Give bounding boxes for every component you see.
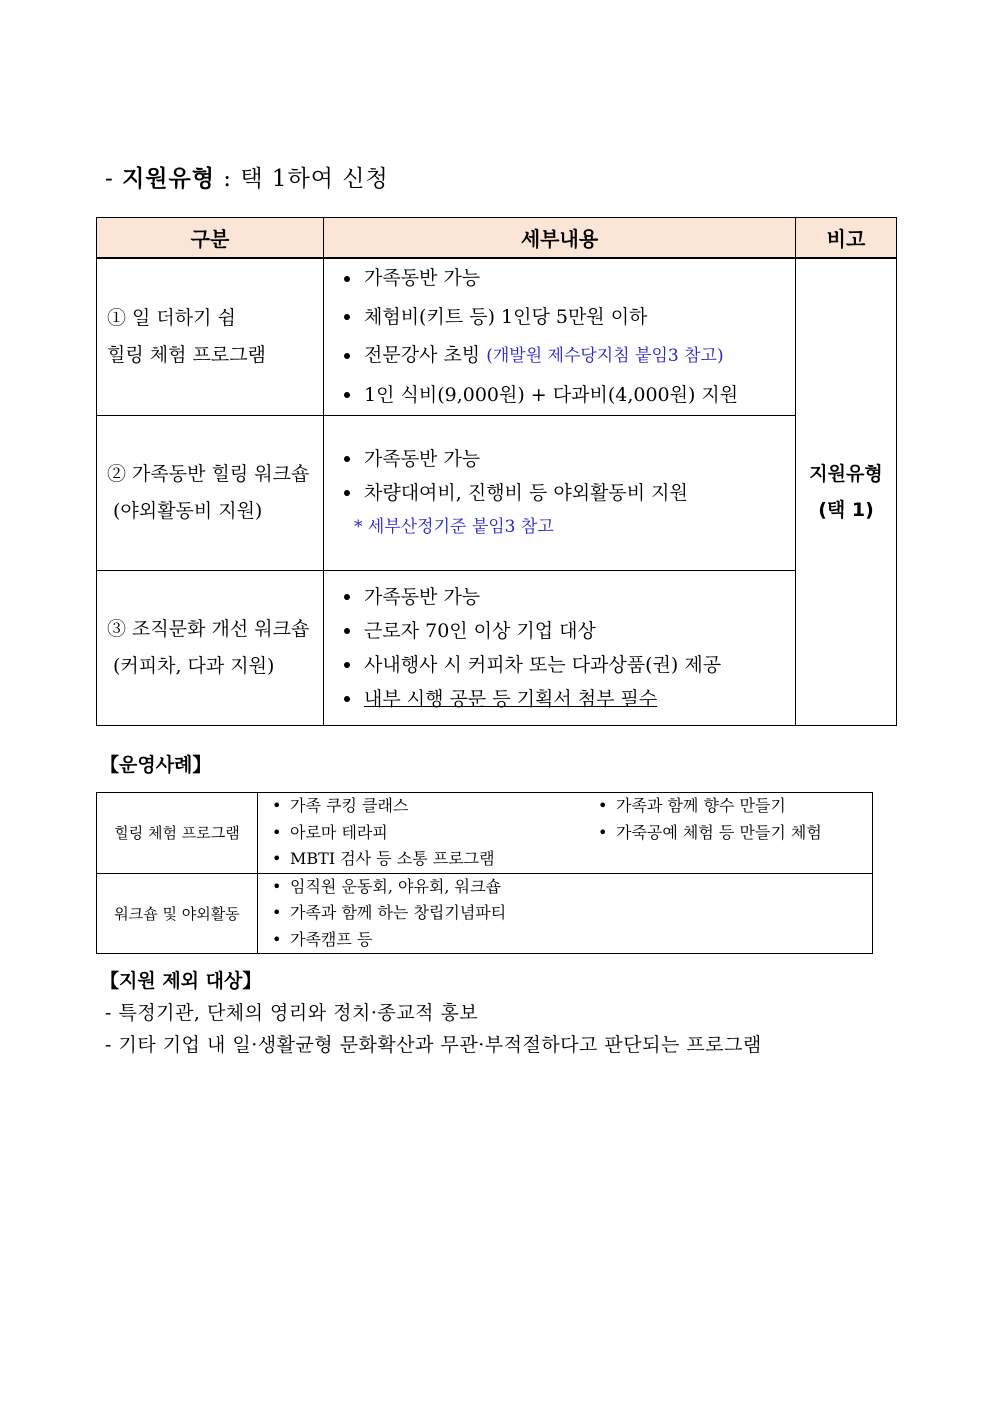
list-item: • 아로마 테라피 • 가죽공예 체험 등 만들기 체험: [272, 822, 822, 842]
row3-category-line1: ③ 조직문화 개선 워크숍: [107, 618, 310, 640]
row3-details: [324, 571, 796, 726]
case-label-healing: 힐링 체험 프로그램: [97, 793, 258, 874]
header-category: 구분: [97, 218, 324, 258]
case-list-workshop: [258, 873, 873, 954]
list-item: • MBTI 검사 등 소통 프로그램: [272, 849, 495, 868]
list-item: 근로자 70인 이상 기업 대상: [342, 614, 795, 648]
list-item: 가족동반 가능: [342, 442, 795, 476]
heading-dash: -: [105, 166, 123, 192]
list-item: 체험비(키트 등) 1인당 5만원 이하: [342, 298, 795, 337]
list-item: • 가족 쿠킹 클래스 • 가족과 함께 향수 만들기: [272, 796, 786, 815]
exclusion-item-2: - 기타 기업 내 일·생활균형 문화확산과 무관·부적절하다고 판단되는 프로그램: [105, 1034, 762, 1056]
support-type-table: [96, 217, 897, 726]
list-item: 가족동반 가능: [342, 580, 795, 614]
list-item: • 가족캠프 등: [272, 929, 373, 949]
list-item: • 가족과 함께 하는 창립기념파티: [272, 903, 507, 922]
list-item: 차량대여비, 진행비 등 야외활동비 지원: [342, 476, 795, 510]
list-item: 1인 식비(9,000원) + 다과비(4,000원) 지원: [342, 376, 795, 415]
list-item: 내부 시행 공문 등 기획서 첨부 필수: [342, 682, 795, 716]
case-label-workshop: 워크숍 및 야외활동: [97, 873, 258, 954]
list-item: 사내행사 시 커피차 또는 다과상품(권) 제공: [342, 648, 795, 682]
cases-title: 【운영사례】: [100, 754, 212, 776]
detail-note: (개발원 제수당지침 붙임3 참고): [486, 346, 724, 367]
remark-line1: 지원유형: [809, 462, 883, 485]
row3-category-line2: (커피차, 다과 지원): [113, 655, 275, 677]
remark-line2: (택 1): [818, 498, 874, 521]
row2-details: [324, 416, 796, 571]
row2-category-line2: (야외활동비 지원): [113, 500, 263, 522]
header-details: 세부내용: [324, 218, 796, 258]
section-heading: [105, 160, 389, 193]
exclusion-title: 【지원 제외 대상】: [100, 970, 262, 992]
row1-details: [324, 258, 796, 416]
remark-cell: [796, 258, 897, 726]
list-item: • 임직원 운동회, 야유회, 워크숍: [272, 876, 501, 896]
header-remark: 비고: [796, 218, 897, 258]
row2-category-line1: ② 가족동반 힐링 워크숍: [107, 463, 310, 485]
note-text: * 세부산정기준 붙임3 참고: [354, 517, 554, 537]
list-item: 가족동반 가능: [342, 259, 795, 298]
row1-category-line1: ① 일 더하기 쉼: [107, 306, 236, 329]
heading-title: 지원유형: [122, 166, 215, 192]
row1-category-line2: 힐링 체험 프로그램: [107, 343, 266, 366]
case-list-healing: [258, 793, 873, 874]
cases-table: [96, 792, 873, 954]
row3-category: [97, 571, 324, 726]
list-item: 전문강사 초빙 (개발원 제수당지침 붙임3 참고): [342, 336, 795, 376]
row1-category: [97, 258, 324, 416]
exclusion-item-1: - 특정기관, 단체의 영리와 정치·종교적 홍보: [105, 1002, 479, 1024]
row2-category: [97, 416, 324, 571]
heading-rest: : 택 1하여 신청: [214, 166, 389, 192]
